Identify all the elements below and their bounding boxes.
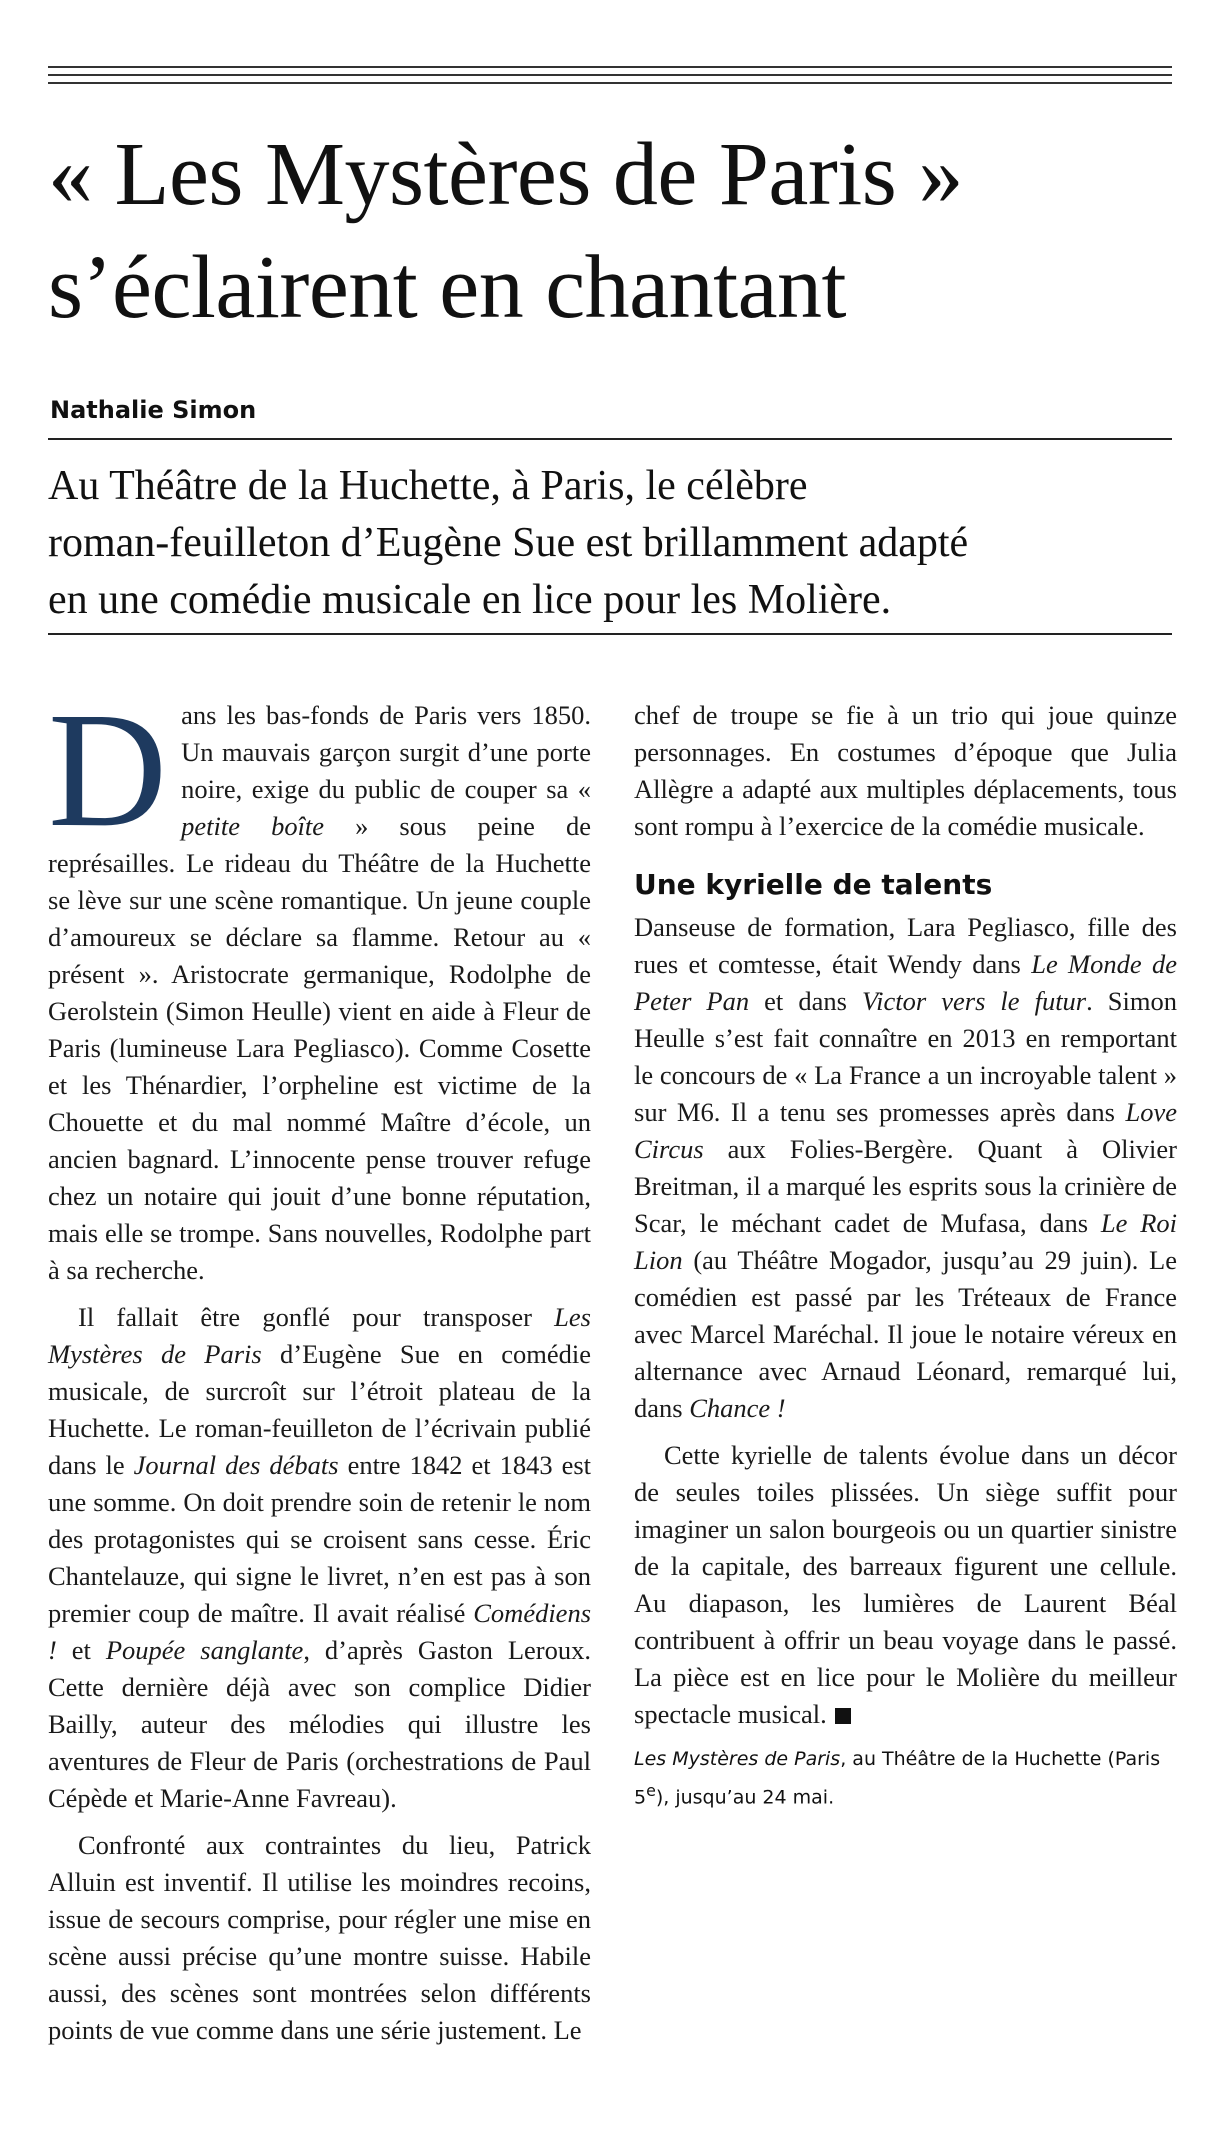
lede xyxy=(48,458,1178,629)
top-rule-1 xyxy=(48,66,1172,68)
p1-text-c: » sous peine de représailles. Le rideau du Théâtre de la Huchette se lève sur une scène romantique. Un jeune couple d’amoureux se déclare sa flamme. Retour au « présent ». Aristocrate germanique, Rodolphe de Gerolstein (Simon Heulle) vient en aide à Fleur de Paris (lumineuse Lara Pegliasco). Comme Cosette et les Thénardier, l’orpheline est victime de la Chouette et du mal nommé Maître d’école, un ancien bagnard. L’innocente pense trouver refuge chez un notaire qui jouit d’une bonne réputation, mais elle se trompe. Sans nouvelles, Rodolphe part à sa recherche. xyxy=(48,811,591,1285)
p4-text-g: aux Folies-Bergère. Quant à Olivier Breitman, il a marqué les esprits sous la crinière de Scar, le méchant cadet de Mufasa, dans xyxy=(634,1134,1178,1238)
end-mark-icon xyxy=(835,1708,851,1724)
lede-line-1: Au Théâtre de la Huchette, à Paris, le célèbre xyxy=(48,463,808,509)
show-credit xyxy=(634,1743,1177,1813)
p3-text-a: Confronté aux contraintes du lieu, Patrick Alluin est inventif. Il utilise les moindres recoins, issue de secours comprise, pour régler une mise en scène aussi précise qu’une montre suisse. Habile aussi, des scènes sont montrées selon différents points de vue comme dans une série justement. Le xyxy=(48,1830,591,2045)
headline xyxy=(48,118,1178,344)
credit-title: Les Mystères de Paris xyxy=(634,1748,841,1770)
p4-italic-b: Le Monde de Peter Pan xyxy=(634,949,1177,1016)
drop-cap: D xyxy=(48,678,168,861)
p2-italic-d: Journal des débats xyxy=(133,1450,339,1480)
headline-line-1: « Les Mystères de Paris » xyxy=(48,125,963,224)
paragraph-5 xyxy=(634,1437,1177,1733)
p4-text-c: et dans xyxy=(764,986,847,1016)
lede-top-rule xyxy=(48,438,1172,440)
headline-line-2: s’éclairent en chantant xyxy=(48,238,847,337)
p2-italic-f: Comédiens ! xyxy=(48,1598,592,1665)
p5-text-a: Cette kyrielle de talents évolue dans un décor de seules toiles plissées. Un siège suffit pour imaginer un salon bourgeois ou un quartier sinistre de la capitale, des barreaux figurent une cellule. Au diapason, les lumières de Laurent Béal contribuent à offrir un beau voyage dans le passé. La pièce est en lice pour le Molière du meilleur spectacle musical. xyxy=(634,1440,1177,1729)
credit-text-1: , au Théâtre de la Huchette (Paris 5 xyxy=(634,1748,1161,1809)
p4-text-i: (au Théâtre Mogador, jusqu’au 29 juin). Le comédien est passé par les Tréteaux de France avec Marcel Maréchal. Il joue le notaire véreux en alternance avec Arnaud Léonard, remarqué lui, dans xyxy=(634,1245,1177,1423)
p2-italic-b: Les Mystères de Paris xyxy=(48,1302,591,1369)
subhead: Une kyrielle de talents xyxy=(634,868,993,901)
p2-text-e: entre 1842 et 1843 est une somme. On doit prendre soin de retenir le nom des protagonistes qui se croisent sans cesse. Éric Chantelauze, qui signe le livret, n’en est pas à son premier coup de maître. Il avait réalisé xyxy=(48,1450,592,1628)
p1-text-a: ans les bas-fonds de Paris vers 1850. Un mauvais garçon surgit d’une porte noire, exige du public de couper sa « xyxy=(181,700,591,804)
lede-bottom-rule xyxy=(48,633,1172,635)
p4-italic-f: Love Circus xyxy=(634,1097,1178,1164)
p1-italic: petite boîte xyxy=(181,811,325,841)
article-column-right-content xyxy=(634,697,1177,1813)
top-rule-2 xyxy=(48,74,1172,76)
credit-text-2: ), jusqu’au 24 mai. xyxy=(655,1786,835,1809)
paragraph-1 xyxy=(48,678,591,1289)
p4-text-e: . Simon Heulle s’est fait connaître en 2013 en remportant le concours de « La France a un incroyable talent » sur M6. Il a tenu ses promesses après dans xyxy=(634,986,1177,1127)
lede-line-2: roman-feuilleton d’Eugène Sue est brillamment adapté xyxy=(48,520,969,566)
paragraph-2 xyxy=(48,1299,591,1817)
p2-text-c: d’Eugène Sue en comédie musicale, de surcroît sur l’étroit plateau de la Huchette. Le roman-feuilleton de l’écrivain publié dans le xyxy=(48,1339,592,1480)
p2-text-i: , d’après Gaston Leroux. Cette dernière déjà avec son complice Didier Bailly, auteur des mélodies qui illustre les aventures de Fleur de Paris (orchestrations de Paul Cépède et Marie-Anne Favreau). xyxy=(48,1635,592,1813)
credit-sup: e xyxy=(646,1781,656,1800)
p2-italic-h: Poupée sanglante xyxy=(105,1635,304,1665)
paragraph-3 xyxy=(48,1827,591,2049)
lede-line-3: en une comédie musicale en lice pour les Molière. xyxy=(48,577,892,623)
p4-italic-d: Victor vers le futur xyxy=(861,986,1087,1016)
p4-italic-j: Chance ! xyxy=(689,1393,786,1423)
author-byline: Nathalie Simon xyxy=(50,396,257,424)
p2-text-g: et xyxy=(71,1635,91,1665)
p2-text-a: Il fallait être gonflé pour transposer xyxy=(78,1302,532,1332)
article-column-left xyxy=(48,678,592,2059)
top-rule-3 xyxy=(48,82,1172,84)
paragraph-3-continued: chef de troupe se fie à un trio qui joue quinze personnages. En costumes d’époque que Julia Allègre a adapté aux multiples déplacements, tous sont rompu à l’exercice de la comédie musicale. xyxy=(634,700,1177,841)
p4-text-a: Danseuse de formation, Lara Pegliasco, fille des rues et comtesse, était Wendy dans xyxy=(634,912,1177,979)
p4-italic-h: Le Roi Lion xyxy=(634,1208,1177,1275)
paragraph-4 xyxy=(634,909,1177,1427)
